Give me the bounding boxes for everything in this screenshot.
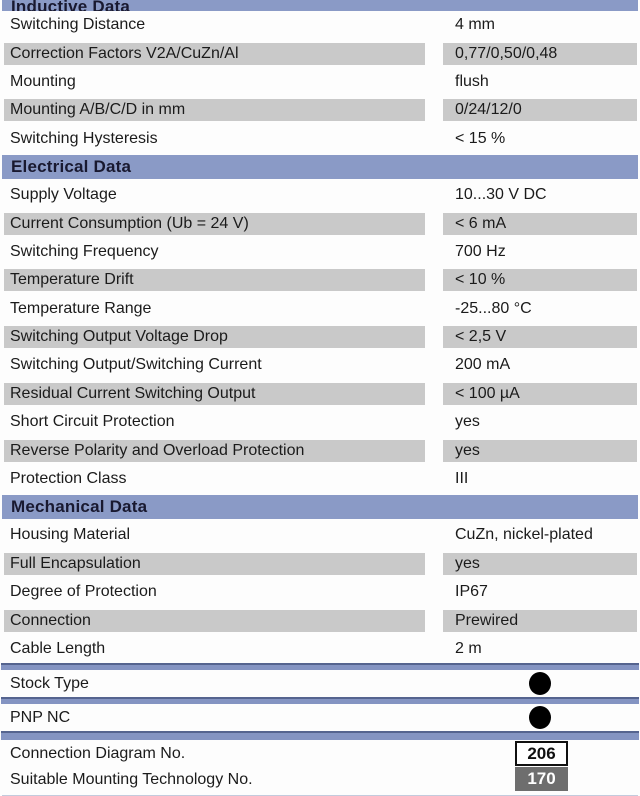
spec-row bbox=[0, 436, 640, 464]
spec-label-cell bbox=[4, 99, 425, 121]
reference-row bbox=[0, 740, 640, 767]
spec-value-cell bbox=[443, 213, 637, 235]
spec-label-cell bbox=[4, 524, 425, 546]
spec-label: Short Circuit Protection bbox=[10, 413, 175, 431]
spec-label-cell bbox=[4, 326, 425, 348]
spec-label: Mounting bbox=[10, 72, 76, 90]
spec-value: CuZn, nickel-plated bbox=[455, 526, 593, 544]
spec-row bbox=[0, 238, 640, 266]
feature-block bbox=[0, 697, 640, 731]
spec-label-cell bbox=[4, 213, 425, 235]
spec-value: < 6 mA bbox=[455, 214, 507, 232]
spec-value: yes bbox=[455, 554, 480, 572]
spec-label: Supply Voltage bbox=[10, 186, 117, 204]
spec-label-cell bbox=[4, 638, 425, 660]
spec-label: Mounting A/B/C/D in mm bbox=[10, 101, 186, 119]
reference-row bbox=[0, 767, 640, 792]
spec-value: < 15 % bbox=[455, 129, 506, 147]
spec-label: Residual Current Switching Output bbox=[10, 384, 256, 402]
section-header bbox=[2, 495, 638, 519]
spec-value-cell bbox=[443, 411, 637, 433]
separator-bar bbox=[1, 663, 639, 670]
reference-label: Connection Diagram No. bbox=[10, 744, 186, 762]
spec-value-cell bbox=[443, 468, 637, 490]
spec-value-cell bbox=[443, 354, 637, 376]
spec-label: Switching Distance bbox=[10, 16, 146, 34]
reference-label-cell bbox=[4, 769, 425, 791]
spec-label-cell bbox=[4, 43, 425, 65]
spec-label-cell bbox=[4, 298, 425, 320]
spec-value-cell bbox=[443, 581, 637, 603]
spec-value-cell bbox=[443, 184, 637, 206]
spec-value-cell bbox=[443, 383, 637, 405]
spec-value: yes bbox=[455, 413, 480, 431]
spec-value: 4 mm bbox=[455, 16, 495, 34]
spec-row bbox=[0, 68, 640, 96]
spec-value: 700 Hz bbox=[455, 242, 506, 260]
spec-row bbox=[0, 266, 640, 294]
spec-label-cell bbox=[4, 354, 425, 376]
feature-label: Stock Type bbox=[10, 674, 89, 692]
spec-section bbox=[0, 495, 640, 663]
spec-section bbox=[0, 0, 640, 153]
spec-value: 0,77/0,50/0,48 bbox=[455, 44, 558, 62]
feature-block bbox=[0, 663, 640, 697]
spec-label-cell bbox=[4, 581, 425, 603]
feature-row bbox=[0, 704, 640, 731]
spec-label: Switching Output Voltage Drop bbox=[10, 328, 228, 346]
spec-value: < 2,5 V bbox=[455, 328, 507, 346]
spec-label-cell bbox=[4, 184, 425, 206]
spec-label-cell bbox=[4, 269, 425, 291]
spec-row bbox=[0, 209, 640, 237]
spec-row bbox=[0, 323, 640, 351]
spec-row bbox=[0, 39, 640, 67]
separator-bar-thick bbox=[1, 731, 639, 740]
separator-bar bbox=[1, 697, 639, 704]
spec-label-cell bbox=[4, 553, 425, 575]
section-header bbox=[2, 155, 638, 179]
section-title: Mechanical Data bbox=[11, 497, 148, 517]
spec-value-cell bbox=[443, 71, 637, 93]
spec-row bbox=[0, 181, 640, 209]
spec-label: Switching Frequency bbox=[10, 242, 159, 260]
spec-value-cell bbox=[443, 14, 637, 36]
spec-section bbox=[0, 155, 640, 493]
spec-label: Housing Material bbox=[10, 526, 131, 544]
spec-value-cell bbox=[443, 99, 637, 121]
spec-row bbox=[0, 550, 640, 578]
spec-label: Connection bbox=[10, 611, 91, 629]
spec-row bbox=[0, 96, 640, 124]
spec-label: Full Encapsulation bbox=[10, 554, 141, 572]
spec-row bbox=[0, 635, 640, 663]
section-rows bbox=[0, 181, 640, 493]
reference-label: Suitable Mounting Technology No. bbox=[10, 770, 253, 788]
spec-value-cell bbox=[443, 440, 637, 462]
spec-value-cell bbox=[443, 128, 637, 150]
spec-label-cell bbox=[4, 14, 425, 36]
spec-value: 200 mA bbox=[455, 356, 511, 374]
spec-label: Cable Length bbox=[10, 640, 106, 657]
spec-value: -25...80 °C bbox=[455, 299, 532, 317]
section-title: Electrical Data bbox=[11, 156, 132, 176]
spec-value-cell bbox=[443, 326, 637, 348]
spec-label: Temperature Range bbox=[10, 299, 152, 317]
spec-value-cell bbox=[443, 269, 637, 291]
spec-label: Switching Output/Switching Current bbox=[10, 356, 262, 374]
spec-label: Switching Hysteresis bbox=[10, 129, 158, 147]
spec-row bbox=[0, 578, 640, 606]
spec-value: III bbox=[455, 470, 469, 488]
spec-value-cell bbox=[443, 610, 637, 632]
spec-value: yes bbox=[455, 441, 480, 459]
spec-value: < 100 µA bbox=[455, 384, 520, 402]
spec-row bbox=[0, 465, 640, 493]
feature-row bbox=[0, 670, 640, 697]
feature-rows bbox=[0, 663, 640, 740]
spec-row bbox=[0, 408, 640, 436]
spec-label-cell bbox=[4, 241, 425, 263]
spec-value: 0/24/12/0 bbox=[455, 101, 522, 119]
spec-label: Current Consumption (Ub = 24 V) bbox=[10, 214, 249, 232]
spec-label: Reverse Polarity and Overload Protection bbox=[10, 441, 305, 459]
spec-value: flush bbox=[455, 72, 489, 90]
spec-value-cell bbox=[443, 553, 637, 575]
spec-row bbox=[0, 380, 640, 408]
spec-value-cell bbox=[443, 298, 637, 320]
spec-value-cell bbox=[443, 524, 637, 546]
spec-value: IP67 bbox=[455, 583, 488, 601]
section-rows bbox=[0, 11, 640, 153]
spec-label: Degree of Protection bbox=[10, 583, 157, 601]
spec-label-cell bbox=[4, 411, 425, 433]
spec-label-cell bbox=[4, 468, 425, 490]
reference-number-box: 170 bbox=[515, 767, 568, 791]
spec-row bbox=[0, 295, 640, 323]
spec-label-cell bbox=[4, 71, 425, 93]
section-rows bbox=[0, 521, 640, 663]
filled-dot-icon bbox=[529, 672, 551, 695]
spec-label: Protection Class bbox=[10, 470, 127, 488]
spec-row bbox=[0, 351, 640, 379]
spec-row bbox=[0, 606, 640, 634]
spec-value-cell bbox=[443, 241, 637, 263]
spec-label-cell bbox=[4, 128, 425, 150]
feature-label: PNP NC bbox=[10, 708, 71, 726]
spec-value: 2 m bbox=[455, 640, 482, 657]
spec-value-cell bbox=[443, 638, 637, 660]
spec-label-cell bbox=[4, 610, 425, 632]
reference-rows bbox=[0, 740, 640, 792]
spec-label-cell bbox=[4, 440, 425, 462]
spec-label-cell bbox=[4, 383, 425, 405]
spec-value-cell bbox=[443, 43, 637, 65]
spec-row bbox=[0, 125, 640, 153]
reference-number-box: 206 bbox=[515, 741, 568, 766]
section-title: Inductive Data bbox=[11, 0, 130, 11]
section-header bbox=[2, 0, 638, 11]
spec-label: Temperature Drift bbox=[10, 271, 134, 289]
spec-row bbox=[0, 11, 640, 39]
filled-dot-icon bbox=[529, 706, 551, 729]
spec-value: < 10 % bbox=[455, 271, 506, 289]
spec-value: Prewired bbox=[455, 611, 519, 629]
spec-value: 10...30 V DC bbox=[455, 186, 547, 204]
spec-row bbox=[0, 521, 640, 549]
spec-label: Correction Factors V2A/CuZn/Al bbox=[10, 44, 239, 62]
